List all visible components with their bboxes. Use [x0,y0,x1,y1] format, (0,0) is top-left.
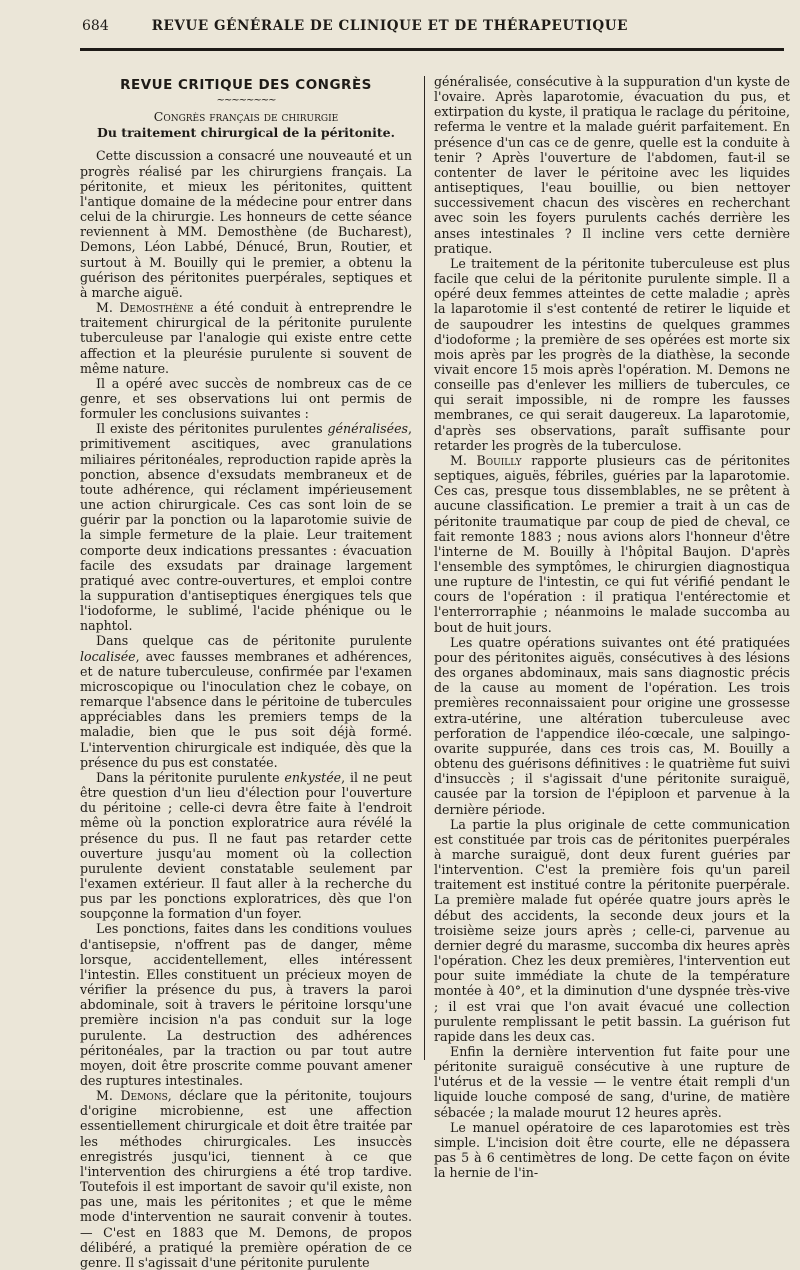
article-title: Du traitement chirurgical de la péritonite. [97,125,395,141]
section-subtitle: Congrès français de chirurgie [153,109,339,125]
emphasis: généralisées [327,421,408,437]
paragraph: Dans la péritonite purulente enkystée, il ne peut être question d'un lieu d'élection pour l'ouverture du péritoine ; celle-ci devra être faite à l'endroit même où la ponction exploratrice aura révélé la présence du pus. Il ne faut pas retarder cette ouverture jusqu'au moment où la collection purulente devient constatable seulement par l'examen extérieur. Il faut aller à la recherche du pus par les ponctions exploratrices, dès que l'on soupçonne la formation d'un foyer. [80,769,412,922]
paragraph: Le traitement de la péritonite tuberculeuse est plus facile que celui de la péritonite purulente simple. Il a opéré deux femmes atteintes de cette maladie ; après la laparotomie il s'est contenté de retirer le liquide et de saupoudrer les intestins de quelques grammes d'iodoforme ; la première de ses opérées est morte six mois après par les progrès de la diathèse, la seconde vivait encore 15 mois après l'opération. M. Demons ne conseille pas d'enlever les milliers de tubercules, ce qui serait impossible, ni de rompre les fausses membranes, ce qui serait daugereux. La laparotomie, d'après ses observations, paraît suffisante pour retarder les progrès de la tuberculose. [434,255,790,453]
paragraph: Enfin la dernière intervention fut faite pour une péritonite suraiguë consécutive à une rupture de l'utérus et de la vessie — le ventre était rempli d'un liquide louche composé de sang, d'urine, de matière sébacée ; la malade mourut 12 heures après. [434,1044,790,1120]
left-column [80,68,412,1270]
paragraph: Dans quelque cas de péritonite purulente localisée, avec fausses membranes et adhérences, et de nature tuberculeuse, confirmée par l'examen microscopique ou l'inoculation chez le cobaye, on remarque l'absence dans le péritoine de tubercules appréciables dans les premiers temps de la maladie, bien que le pus soit déjà formé. L'intervention chirurgicale est indiquée, dès que la présence du pus est constatée. [80,633,412,770]
paragraph: La partie la plus originale de cette communication est constituée par trois cas de péritonites puerpérales à marche suraiguë, dont deux furent guéries par l'intervention. C'est la première fois qu'un pareil traitement est institué contre la péritonite puerpérale. La première malade fut opérée quatre jours après le début des accidents, la seconde deux jours et la troisième seize jours après ; celle-ci, parvenue au dernier degré du marasme, succomba dix heures après l'opération. Chez les deux premières, l'intervention eut pour suite immédiate la chute de la température montée à 40°, et la diminution d'une dyspnée très-vive ; il est vrai que l'on avait évacué une collection purulente remplissant le petit bassin. La guérison fut rapide dans les deux cas. [434,816,790,1044]
paragraph: généralisée, consécutive à la suppuration d'un kyste de l'ovaire. Après laparotomie, évacuation du pus, et extirpation du kyste, il pratiqua le raclage du péritoine, referma le ventre et la malade guérit parfaitement. En présence d'un cas ce de genre, quelle est la conduite à tenir ? Après l'ouverture de l'abdomen, faut-il se contenter de laver le péritoine avec les liquides antiseptiques, l'eau bouillie, ou bien nettoyer successivement chacun des viscères en recherchant avec soin les foyers purulents cachés derrière les anses intestinales ? Il incline vers cette dernière pratique. [434,74,790,256]
author-name: M. Demons [96,1088,168,1104]
page-header [82,18,778,40]
author-name: M. Demosthène [96,300,194,316]
author-name: M. Bouilly [450,452,522,468]
emphasis: enkystée [284,769,342,785]
section-title: REVUE CRITIQUE DES CONGRÈS [120,77,372,93]
paragraph: M. Demons, déclare que la péritonite, toujours d'origine microbienne, est une affection essentiellement chirurgicale et doit être traitée par les méthodes chirurgicales. Les insuccès enregistrés jusqu'ici, tiennent à ce que l'intervention des chirurgiens a été trop tardive. Toutefois il est important de savoir qu'il existe, non pas une, mais les péritonites ; et que le même mode d'intervention ne saurait convenir à toutes. — C'est en 1883 que M. Demons, de propos délibéré, a pratiqué la première opération de ce genre. Il s'agissait d'une péritonite purulente [80,1088,412,1270]
paragraph: Cette discussion a consacré une nouveauté et un progrès réalisé par les chirurgiens français. La péritonite, et mieux les péritonites, quittent l'antique domaine de la médecine pour entrer dans celui de la chirurgie. Les honneurs de cette séance reviennent à MM. Demosthène (de Bucharest), Demons, Léon Labbé, Dénucé, Brun, Routier, et surtout à M. Bouilly qui le premier, a obtenu la guérison des péritonites puerpérales, septiques et à marche aiguë. [80,148,412,300]
paragraph: Le manuel opératoire de ces laparotomies est très simple. L'incision doit être courte, elle ne dépassera pas 5 à 6 centimètres de long. De cette façon on évite la hernie de l'in- [434,1119,790,1181]
paragraph: M. Demosthène a été conduit à entreprendre le traitement chirurgical de la péritonite purulente tuberculeuse par l'analogie qui existe entre cette affection et la pleurésie purulente si souvent de même nature. [80,300,412,376]
paragraph: M. Bouilly rapporte plusieurs cas de péritonites septiques, aiguës, fébriles, guéries par la laparotomie. Ces cas, presque tous dissemblables, ne se prêtent à aucune classification. Le premier a trait à un cas de péritonite traumatique par coup de pied de cheval, ce fait remonte 1883 ; nous avions alors l'honneur d'être l'interne de M. Bouilly à l'hôpital Baujon. D'après l'ensemble des symptômes, le chirurgien diagnostiqua une rupture de l'intestin, ce qui fut vérifié pendant le cours de l'opération : il pratiqua l'entérectomie et l'enterrorraphie ; néanmoins le malade succomba au bout de huit jours. [434,452,790,635]
paragraph: Les ponctions, faites dans les conditions voulues d'antisepsie, n'offrent pas de danger, même lorsque, accidentellement, elles intéressent l'intestin. Elles constituent un précieux moyen de vérifier la présence du pus, à travers la paroi abdominale, soit à travers le péritoine lorsqu'une première incision n'a pas conduit sur la loge purulente. La destruction des adhérences péritonéales, par la traction ou par tout autre moyen, doit être proscrite comme pouvant amener des ruptures intestinales. [80,921,412,1088]
paragraph: Il existe des péritonites purulentes généralisées, primitivement ascitiques, avec granulations miliaires péritonéales, reproduction rapide après la ponction, absence d'exsudats membraneux et de toute adhérence, qui réclament impérieusement une action chirurgicale. Ces cas sont loin de se guérir par la ponction ou la laparotomie suivie de la simple fermeture de la plaie. Leur traitement comporte deux indications pressantes : évacuation facile des exsudats par drainage largement pratiqué avec contre-ouvertures, et emploi contre la suppuration d'antiseptiques énergiques tels que l'iodoforme, le sublimé, l'acide phénique ou le naphtol. [80,421,412,634]
column-divider [424,76,425,1060]
emphasis: localisée [80,648,136,664]
paragraph: Les quatre opérations suivantes ont été pratiquées pour des péritonites aiguës, consécutives à des lésions des organes abdominaux, mais sans diagnostic précis de la cause au moment de l'opération. Les trois premières reconnaissaient pour origine une grossesse extra-utérine, une altération tuberculeuse avec perforation de l'appendice iléo-cœcale, une salpingo-ovarite suppurée, dans ces trois cas, M. Bouilly a obtenu des guérisons définitives : le quatrième fut suivi d'insuccès ; il s'agissait d'une péritonite suraiguë, causée par la torsion de l'épiploon et parvenue à la dernière période. [434,634,790,817]
running-head: REVUE GÉNÉRALE DE CLINIQUE ET DE THÉRAPEUTIQUE [151,18,628,34]
title-ornament: ~~~~~~~~ [216,95,276,107]
header-rule [80,48,784,51]
right-column [434,74,790,1181]
paragraph: Il a opéré avec succès de nombreux cas de ce genre, et ses observations lui ont permis de formuler les conclusions suivantes : [80,375,412,422]
page-number: 684 [82,18,109,34]
